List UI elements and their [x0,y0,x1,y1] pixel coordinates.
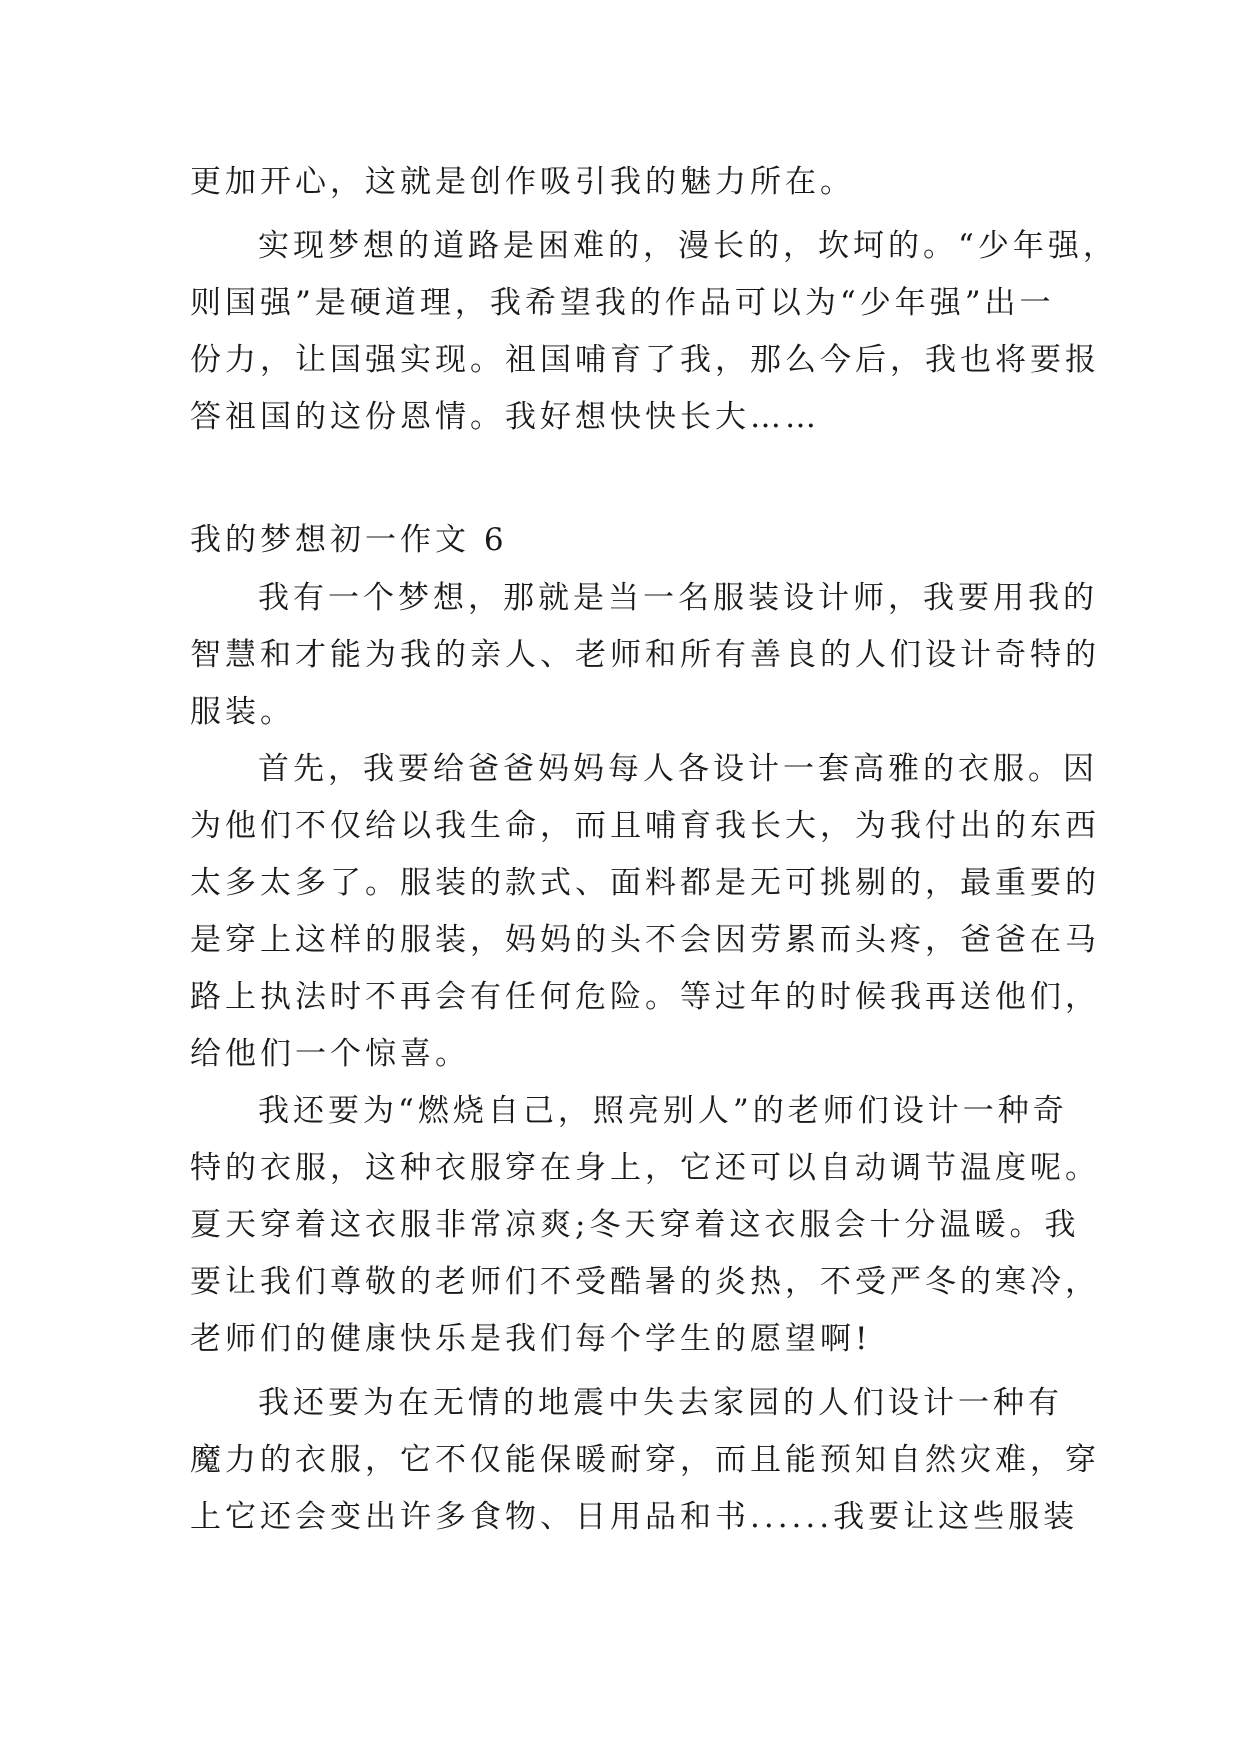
paragraph-4-line-5: 路上执法时不再会有任何危险。等过年的时候我再送他们， [190,979,1100,1015]
paragraph-5-line-1: 我还要为“燃烧自己，照亮别人”的老师们设计一种奇 [258,1093,1068,1129]
paragraph-4-line-1: 首先，我要给爸爸妈妈每人各设计一套高雅的衣服。因 [258,751,1098,787]
paragraph-2-line-4: 答祖国的这份恩情。我好想快快长大…… [190,399,820,435]
paragraph-2-line-2: 则国强”是硬道理，我希望我的作品可以为“少年强”出一 [190,285,1055,321]
paragraph-5-line-3: 夏天穿着这衣服非常凉爽;冬天穿着这衣服会十分温暖。我 [190,1207,1080,1243]
section-title: 我的梦想初一作文 6 [190,522,508,558]
paragraph-4-line-4: 是穿上这样的服装，妈妈的头不会因劳累而头疼，爸爸在马 [190,922,1100,958]
paragraph-6-line-2: 魔力的衣服，它不仅能保暖耐穿，而且能预知自然灾难，穿 [190,1442,1100,1478]
paragraph-1-line-1: 更加开心，这就是创作吸引我的魅力所在。 [190,164,855,200]
paragraph-3-line-2: 智慧和才能为我的亲人、老师和所有善良的人们设计奇特的 [190,637,1100,673]
paragraph-4-line-6: 给他们一个惊喜。 [190,1036,470,1072]
paragraph-4-line-2: 为他们不仅给以我生命，而且哺育我长大，为我付出的东西 [190,808,1100,844]
paragraph-5-line-2: 特的衣服，这种衣服穿在身上，它还可以自动调节温度呢。 [190,1150,1100,1186]
paragraph-6-line-3: 上它还会变出许多食物、日用品和书......我要让这些服装 [190,1499,1079,1535]
paragraph-3-line-3: 服装。 [190,694,295,730]
paragraph-4-line-3: 太多太多了。服装的款式、面料都是无可挑剔的，最重要的 [190,865,1100,901]
paragraph-6-line-1: 我还要为在无情的地震中失去家园的人们设计一种有 [258,1385,1063,1421]
paragraph-3-line-1: 我有一个梦想，那就是当一名服装设计师，我要用我的 [258,580,1098,616]
paragraph-5-line-4: 要让我们尊敬的老师们不受酷暑的炎热，不受严冬的寒冷， [190,1264,1100,1300]
paragraph-2-line-1: 实现梦想的道路是困难的，漫长的，坎坷的。“少年强， [258,228,1118,264]
paragraph-2-line-3: 份力，让国强实现。祖国哺育了我，那么今后，我也将要报 [190,342,1100,378]
paragraph-5-line-5: 老师们的健康快乐是我们每个学生的愿望啊! [190,1321,872,1357]
